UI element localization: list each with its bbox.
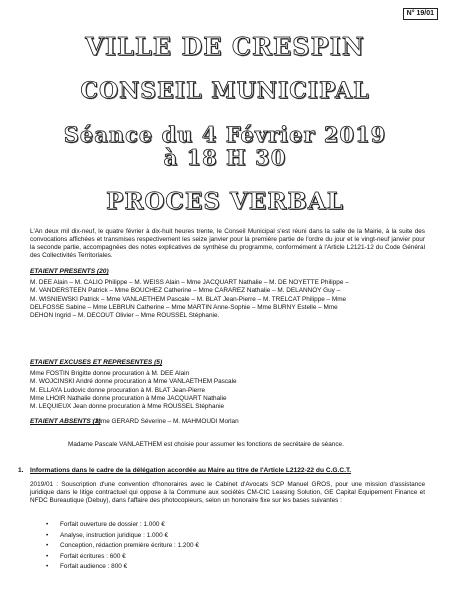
excused-line: M. WOJCINSKI André donne procuration à Mme VANLAETHEM Pascale xyxy=(30,378,237,386)
fee-item: • Conception, rédaction première écriture : 1.200 € xyxy=(46,541,199,552)
agenda-point-1 xyxy=(18,467,438,474)
present-line: M. DEE Alain – M. CALIO Philippe – M. WEISS Alain – Mme JACQUART Nathalie – M. DE NOYETTE Philippe – xyxy=(30,279,349,286)
present-list xyxy=(30,279,425,320)
absent-section-title: ETAIENT ABSENTS (2) xyxy=(30,418,101,425)
town-heading: VILLE DE CRESPIN xyxy=(85,32,365,61)
present-section-title: ETAIENT PRESENTS (20) xyxy=(30,268,109,275)
agenda-point-number: 1. xyxy=(18,467,24,474)
document-reference: N° 19/01 xyxy=(403,8,438,20)
present-line: M. WISNIEWSKI Patrick – Mme VANLAETHEM Pascale – M. BLAT Jean-Pierre – M. TRELCAT Philippe – Mme xyxy=(30,295,347,303)
fee-item: • Forfait ouverture de dossier : 1.000 € xyxy=(46,520,199,531)
excused-line: M. LEQUIEUX Jean donne procuration à Mme ROUSSEL Stéphanie xyxy=(30,403,225,411)
present-line: DELFOSSE Sabine – Mme LEBRUN Catherine – Mme MARTIN Anne-Sophie – Mme BURNY Estelle – Mme xyxy=(30,303,338,311)
session-time-heading: à 18 H 30 xyxy=(163,145,287,170)
decision-paragraph: 2019/01 : Souscription d'une convention d'honoraires avec le Cabinet d'Avocats SCP Manuel GROS, pour une mission d'assistance juridique dans le litige contractuel qui oppose à la Commune aux sociétés CM-CIC Leasing Solution, GE Capital Equipement Finance et NFDC Bureautique (Debuy), dans l'affaire des photocopieurs, selon un honoraire fixe sur les bases suivantes : xyxy=(30,481,425,504)
fee-item: • Forfait écritures : 600 € xyxy=(46,552,199,563)
intro-paragraph: L'An deux mil dix-neuf, le quatre février à dix-huit heures trente, le Conseil Municipal s'est réuni dans la salle de la Mairie, à la suite des convocations affichées et transmises respectivement les seize janvier pour la première partie de l'ordre du jour et le vingt-neuf janvier pour la seconde partie, accompagnées des notes explicatives de synthèse du programme, conformément à l'Article L2121-12 du Code Général des Collectivités Territoriales. xyxy=(30,228,425,259)
fee-list xyxy=(46,520,199,573)
excused-list xyxy=(30,370,425,411)
fee-item: • Forfait audience : 800 € xyxy=(46,562,199,573)
session-date-heading: Séance du 4 Février 2019 xyxy=(63,122,387,147)
agenda-point-title: Informations dans le cadre de la délégation accordée au Maire au titre de l'Article L2122-22 du C.G.C.T. xyxy=(30,467,352,474)
excused-line: M. ELLAYA Ludovic donne procuration à M. BLAT Jean-Pierre xyxy=(30,386,206,394)
fee-item: • Analyse, instruction juridique : 1.000 € xyxy=(46,531,199,542)
secretary-statement: Madame Pascale VANLAETHEM est choisie pour assumer les fonctions de secrétaire de séance. xyxy=(68,441,344,448)
present-line: M. VANDERSTEEN Patrick – Mme BOUCHEZ Catherine – Mme CARAREZ Nathalie – M. DELANNOY Guy – xyxy=(30,287,341,295)
excused-section-title: ETAIENT EXCUSES ET REPRESENTES (5) xyxy=(30,359,163,366)
council-heading: CONSEIL MUNICIPAL xyxy=(80,78,370,104)
document-type-heading: PROCES VERBAL xyxy=(106,188,344,215)
absent-list: : Mme GERARD Séverine – M. MAHMOUDI Morlan xyxy=(92,418,239,425)
present-line: DEHON Ingrid – M. DECOUT Olivier – Mme ROUSSEL Stéphanie. xyxy=(30,312,220,320)
excused-line: Mme FOSTIN Brigitte donne procuration à M. DEE Alain xyxy=(30,370,190,377)
excused-line: Mme LHOIR Nathalie donne procuration à Mme JACQUART Nathalie xyxy=(30,394,227,402)
